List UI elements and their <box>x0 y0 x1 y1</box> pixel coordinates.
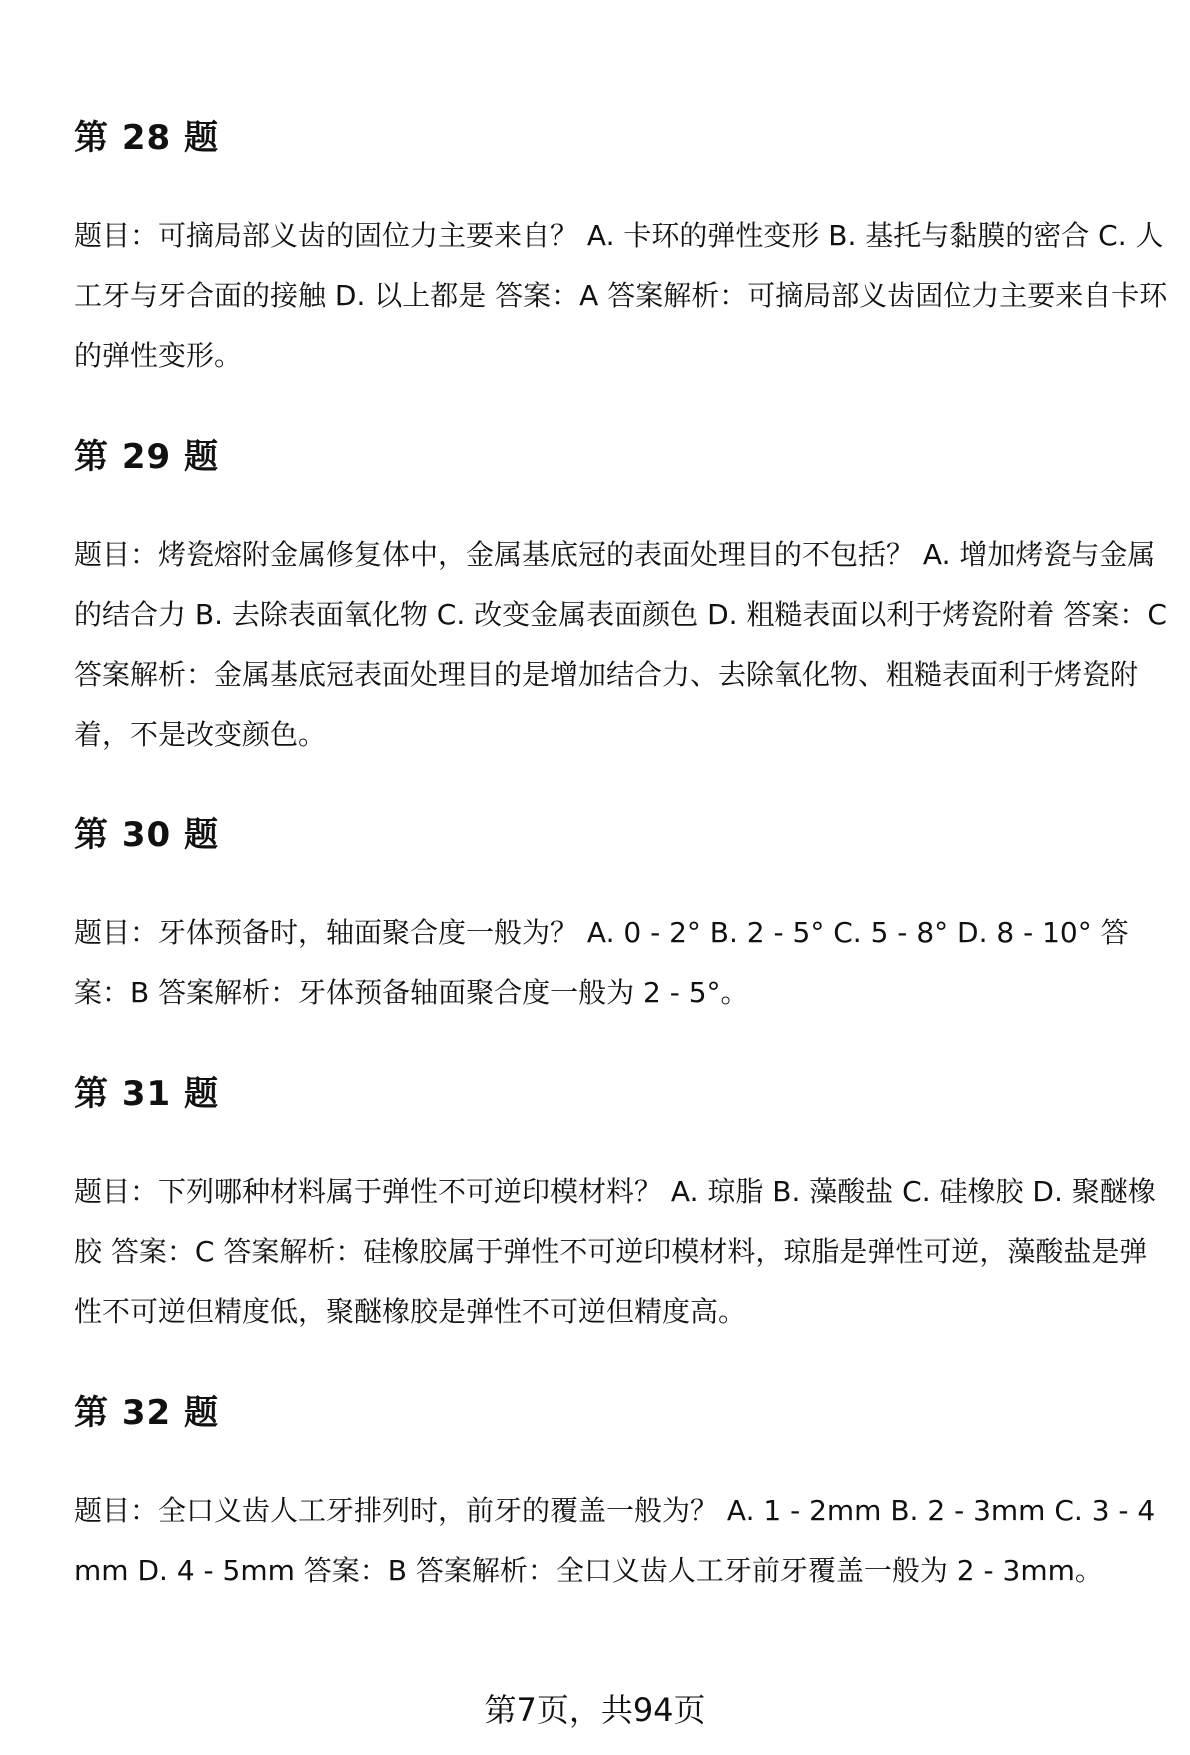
question-body: 题目：牙体预备时，轴面聚合度一般为？ A. 0 - 2° B. 2 - 5° C. 5 - 8° D. 8 - 10° 答案：B 答案解析：牙体预备轴面聚合度一般为 2 - 5°。 <box>74 916 1129 1009</box>
question-28 <box>74 118 1174 372</box>
question-body: 题目：烤瓷熔附金属修复体中，金属基底冠的表面处理目的不包括？ A. 增加烤瓷与金属的结合力 B. 去除表面氧化物 C. 改变金属表面颜色 D. 粗糙表面以利于烤瓷附着 答案：C 答案解析：金属基底冠表面处理目的是增加结合力、去除氧化物、粗糙表面利于烤瓷附着，不是改变颜色。 <box>74 538 1167 751</box>
question-32 <box>74 1393 1174 1587</box>
question-31 <box>74 1074 1174 1328</box>
question-title: 第 29 题 <box>74 437 219 477</box>
question-title: 第 31 题 <box>74 1074 219 1114</box>
question-title: 第 32 题 <box>74 1393 219 1433</box>
question-30 <box>74 815 1174 1009</box>
page-number-footer: 第7页，共94页 <box>484 1691 706 1729</box>
question-body: 题目：可摘局部义齿的固位力主要来自？ A. 卡环的弹性变形 B. 基托与黏膜的密合 C. 人工牙与牙合面的接触 D. 以上都是 答案：A 答案解析：可摘局部义齿固位力主要来自卡环的弹性变形。 <box>74 219 1168 372</box>
question-title: 第 30 题 <box>74 815 219 855</box>
question-body: 题目：全口义齿人工牙排列时，前牙的覆盖一般为？ A. 1 - 2mm B. 2 - 3mm C. 3 - 4mm D. 4 - 5mm 答案：B 答案解析：全口义齿人工牙前牙覆盖一般为 2 - 3mm。 <box>74 1494 1156 1587</box>
question-body: 题目：下列哪种材料属于弹性不可逆印模材料？ A. 琼脂 B. 藻酸盐 C. 硅橡胶 D. 聚醚橡胶 答案：C 答案解析：硅橡胶属于弹性不可逆印模材料，琼脂是弹性可逆，藻酸盐是弹性不可逆但精度低，聚醚橡胶是弹性不可逆但精度高。 <box>74 1175 1156 1328</box>
question-title: 第 28 题 <box>74 118 219 158</box>
question-29 <box>74 437 1174 751</box>
